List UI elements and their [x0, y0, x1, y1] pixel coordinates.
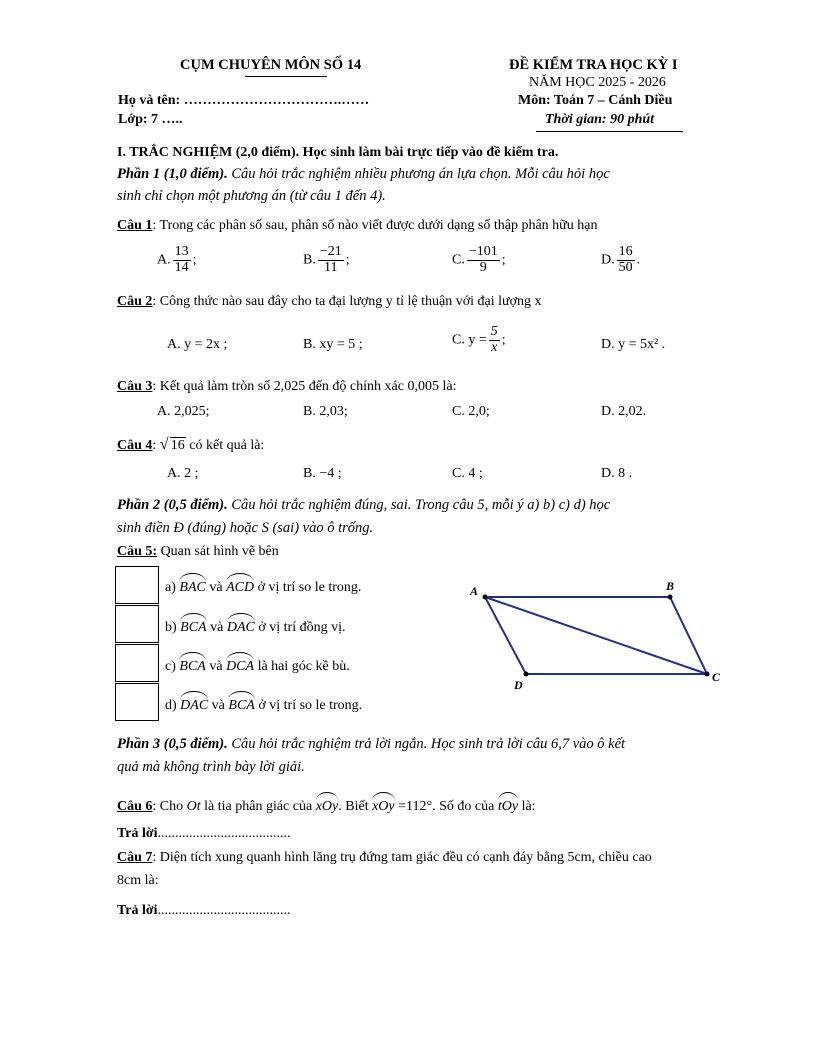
q7-text-2: 8cm là: — [117, 873, 159, 888]
q7-answer-line[interactable]: Trả lời...................................... — [117, 903, 291, 918]
section-title: I. TRẮC NGHIỆM (2,0 điểm). Học sinh làm bài trực tiếp vào đề kiểm tra. — [117, 145, 559, 160]
q3-text: : Kết quả làm tròn số 2,025 đến độ chính xác 0,005 là: — [152, 379, 457, 394]
q3-label: Câu 3 — [117, 379, 153, 394]
q1-label: Câu 1 — [117, 218, 153, 233]
part3-desc-line1: Câu hỏi trắc nghiệm trả lời ngắn. Học sinh trả lời câu 6,7 vào ô kết — [227, 736, 626, 752]
question-1 — [117, 218, 597, 234]
label-c: C — [712, 670, 721, 684]
answer-box-d[interactable] — [115, 683, 159, 721]
part3-desc-line2: quả mà không trình bày lời giải. — [117, 759, 305, 775]
answer-label: Trả lời — [117, 903, 158, 918]
q4-label: Câu 4 — [117, 438, 153, 453]
q2-text: : Công thức nào sau đây cho ta đại lượng y tỉ lệ thuận với đại lượng x — [152, 294, 542, 309]
left-title-underline — [245, 76, 327, 77]
name-label: Họ và tên: …………………………….…… — [118, 93, 370, 108]
q4-option-a: A. 2 ; — [167, 466, 199, 481]
part2-label: Phần 2 (0,5 điểm). — [117, 497, 228, 513]
question-4: Câu 4: √ 16 có kết quả là: — [117, 436, 265, 453]
q5-item-a: a) BAC và ACD ở vị trí so le trong. — [165, 577, 361, 596]
point-c — [705, 672, 710, 677]
exam-time: Thời gian: 90 phút — [545, 112, 655, 127]
answer-label: Trả lời — [117, 826, 158, 841]
question-6: Câu 6: Cho Ot là tia phân giác của xOy. Biết xOy =112°. Số đo của tOy là: — [117, 796, 536, 815]
q6-answer-line[interactable]: Trả lời...................................... — [117, 826, 291, 841]
q4-option-b: B. −4 ; — [303, 466, 342, 481]
q2-label: Câu 2 — [117, 294, 153, 309]
q1-option-a: A. $\frac{13}{14}$ ; — [157, 244, 197, 275]
q2-option-b: B. xy = 5 ; — [303, 337, 363, 352]
part1-desc-line1: Câu hỏi trắc nghiệm nhiều phương án lựa chọn. Mỗi câu hỏi học — [227, 166, 610, 182]
question-2 — [117, 294, 541, 310]
answer-box-a[interactable] — [115, 566, 159, 604]
part1-description — [117, 166, 610, 183]
left-title: CỤM CHUYÊN MÔN SỐ 14 — [180, 57, 362, 73]
question-3 — [117, 379, 456, 395]
class-label: Lớp: 7 ….. — [118, 112, 183, 127]
q3-option-d: D. 2,02. — [601, 404, 647, 419]
q2-option-c: C. y = $\frac{5}{x}$ ; — [452, 324, 506, 355]
q5-item-c: c) BCA và DCA là hai góc kề bù. — [165, 656, 350, 675]
q1-option-b: B. $\frac{-21}{11}$ ; — [303, 244, 350, 275]
part2-description — [117, 497, 610, 514]
q2-option-d: D. y = 5x² . — [601, 337, 666, 352]
point-a — [483, 595, 488, 600]
q5-text: Quan sát hình vẽ bên — [157, 544, 279, 559]
label-b: B — [666, 579, 675, 593]
q4-option-d: D. 8 . — [601, 466, 633, 481]
part1-label: Phần 1 (1,0 điểm). — [117, 166, 228, 182]
q5-item-b: b) BCA và DAC ở vị trí đồng vị. — [165, 617, 345, 636]
label-a: A — [470, 584, 479, 598]
q3-option-b: B. 2,03; — [303, 404, 348, 419]
sqrt-expression: √ 16 — [159, 436, 185, 453]
part2-desc-line2: sinh điền Đ (đúng) hoặc S (sai) vào ô trống. — [117, 520, 374, 536]
right-title: ĐỀ KIỂM TRA HỌC KỲ I — [509, 57, 678, 73]
part1-desc-line2: sinh chỉ chọn một phương án (từ câu 1 đến 4). — [117, 188, 386, 204]
parallelogram-figure — [460, 575, 740, 695]
part3-label: Phần 3 (0,5 điểm). — [117, 736, 228, 752]
answer-box-c[interactable] — [115, 644, 159, 682]
q4-text: có kết quả là: — [185, 438, 265, 453]
school-year: NĂM HỌC 2025 - 2026 — [529, 75, 666, 90]
q5-item-d: d) DAC và BCA ở vị trí so le trong. — [165, 695, 362, 714]
q4-option-c: C. 4 ; — [452, 466, 483, 481]
part3-description — [117, 736, 625, 753]
q2-option-a: A. y = 2x ; — [167, 337, 228, 352]
q3-option-c: C. 2,0; — [452, 404, 490, 419]
answer-box-b[interactable] — [115, 605, 159, 643]
point-b — [668, 595, 673, 600]
q1-text: : Trong các phân số sau, phân số nào viết được dưới dạng số thập phân hữu hạn — [152, 218, 598, 233]
question-7 — [117, 850, 652, 866]
q5-label: Câu 5: — [117, 544, 158, 559]
q7-label: Câu 7 — [117, 850, 153, 865]
q3-option-a: A. 2,025; — [157, 404, 210, 419]
q1-option-c: C. $\frac{-101}{9}$ ; — [452, 244, 506, 275]
point-d — [524, 672, 529, 677]
time-underline — [536, 131, 683, 132]
q1-option-d: D. $\frac{16}{50}$ . — [601, 244, 641, 275]
subject: Môn: Toán 7 – Cánh Diều — [518, 93, 673, 108]
label-d: D — [514, 678, 523, 692]
segment-ac — [485, 597, 707, 674]
part2-desc-line1: Câu hỏi trắc nghiệm đúng, sai. Trong câu 5, mỗi ý a) b) c) d) học — [227, 497, 611, 513]
question-5 — [117, 544, 279, 560]
q6-label: Câu 6 — [117, 799, 153, 814]
q7-text-1: : Diện tích xung quanh hình lăng trụ đứng tam giác đều có cạnh đáy bằng 5cm, chiều cao — [152, 850, 652, 865]
